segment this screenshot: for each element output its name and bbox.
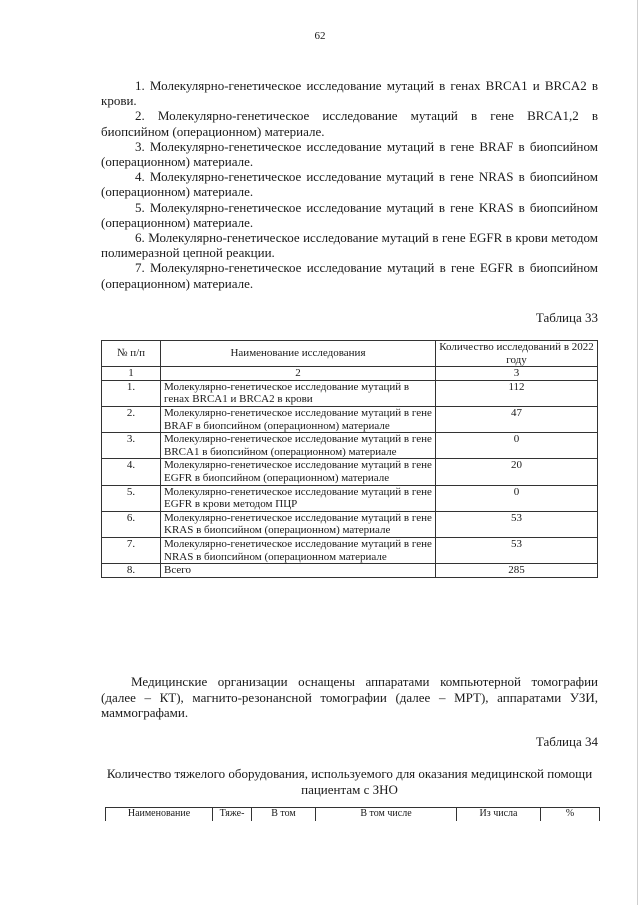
row-num: 7.	[102, 537, 161, 563]
row-count: 0	[436, 433, 598, 459]
index-cell: 3	[436, 367, 598, 381]
table-33	[101, 340, 598, 578]
table-row	[102, 406, 598, 432]
table-index-row	[102, 367, 598, 381]
row-count: 53	[436, 537, 598, 563]
row-count: 53	[436, 511, 598, 537]
row-num: 3.	[102, 433, 161, 459]
list-item: 1. Молекулярно-генетическое исследование мутаций в генах BRCA1 и BRCA2 в крови.	[101, 78, 598, 109]
page-edge	[637, 0, 638, 905]
table-total-row	[102, 564, 598, 578]
header-num: № п/п	[102, 341, 161, 367]
row-num: 2.	[102, 406, 161, 432]
row-num: 6.	[102, 511, 161, 537]
row-num: 8.	[102, 564, 161, 578]
header-count: Количество исследований в 2022 году	[436, 341, 598, 367]
list-item: 5. Молекулярно-генетическое исследование мутаций в гене KRAS в биопсийном (операционном) материале.	[101, 199, 598, 230]
t34-header-cell: Из числа	[457, 808, 541, 821]
row-count: 112	[436, 380, 598, 406]
table-34-header	[105, 807, 600, 821]
table-row	[102, 380, 598, 406]
row-name: Всего	[161, 564, 436, 578]
list-item: 2. Молекулярно-генетическое исследование мутаций в гене BRCA1,2 в биопсийном (операционном) материале.	[101, 108, 598, 139]
table-33-caption: Таблица 33	[535, 310, 598, 325]
t34-header-cell: В том	[252, 808, 316, 821]
row-name: Молекулярно-генетическое исследование мутаций в гене BRAF в биопсийном (операционном) материале	[161, 406, 436, 432]
equipment-paragraph	[101, 674, 598, 721]
table-row	[102, 537, 598, 563]
page-number: 62	[314, 30, 326, 42]
research-list	[101, 78, 598, 291]
row-name: Молекулярно-генетическое исследование мутаций в гене BRCA1 в биопсийном (операционном) материале	[161, 433, 436, 459]
list-item: 3. Молекулярно-генетическое исследование мутаций в гене BRAF в биопсийном (операционном) материале.	[101, 138, 598, 170]
index-cell: 2	[161, 367, 436, 381]
row-num: 4.	[102, 459, 161, 485]
table-row	[102, 511, 598, 537]
table-34-heading: Количество тяжелого оборудования, используемого для оказания медицинской помощи пациентам с ЗНО	[106, 766, 593, 797]
row-name: Молекулярно-генетическое исследование мутаций в гене NRAS в биопсийном (операционном материале	[161, 537, 436, 563]
row-name: Молекулярно-генетическое исследование мутаций в генах BRCA1 и BRCA2 в крови	[161, 380, 436, 406]
list-item: 6. Молекулярно-генетическое исследование мутаций в гене EGFR в крови методом полимеразной цепной реакции.	[101, 230, 598, 261]
row-count: 285	[436, 564, 598, 578]
row-count: 0	[436, 485, 598, 511]
row-count: 20	[436, 459, 598, 485]
paragraph-text: Медицинские организации оснащены аппаратами компьютерной томографии (далее – КТ), магнито-резонансной томографии (далее – МРТ), аппаратами УЗИ, маммографами.	[101, 674, 598, 721]
table-row	[102, 433, 598, 459]
row-name: Молекулярно-генетическое исследование мутаций в гене EGFR в биопсийном (операционном) материале	[161, 459, 436, 485]
index-cell: 1	[102, 367, 161, 381]
row-name: Молекулярно-генетическое исследование мутаций в гене KRAS в биопсийном (операционном) материале	[161, 511, 436, 537]
table-row	[102, 485, 598, 511]
row-num: 1.	[102, 380, 161, 406]
list-item: 4. Молекулярно-генетическое исследование мутаций в гене NRAS в биопсийном (операционном) материале.	[101, 169, 598, 200]
t34-header-cell: В том числе	[316, 808, 457, 821]
row-num: 5.	[102, 485, 161, 511]
table-row	[102, 459, 598, 485]
t34-header-cell: %	[565, 808, 575, 819]
list-item: 7. Молекулярно-генетическое исследование мутаций в гене EGFR в биопсийном (операционном) материале.	[101, 260, 598, 291]
header-name: Наименование исследования	[161, 341, 436, 367]
row-name: Молекулярно-генетическое исследование мутаций в гене EGFR в крови методом ПЦР	[161, 485, 436, 511]
row-count: 47	[436, 406, 598, 432]
table-34-caption: Таблица 34	[535, 734, 598, 749]
table-header-row	[102, 341, 598, 367]
t34-header-cell: Тяже-	[213, 808, 252, 821]
t34-header-cell: Наименование	[106, 808, 213, 821]
